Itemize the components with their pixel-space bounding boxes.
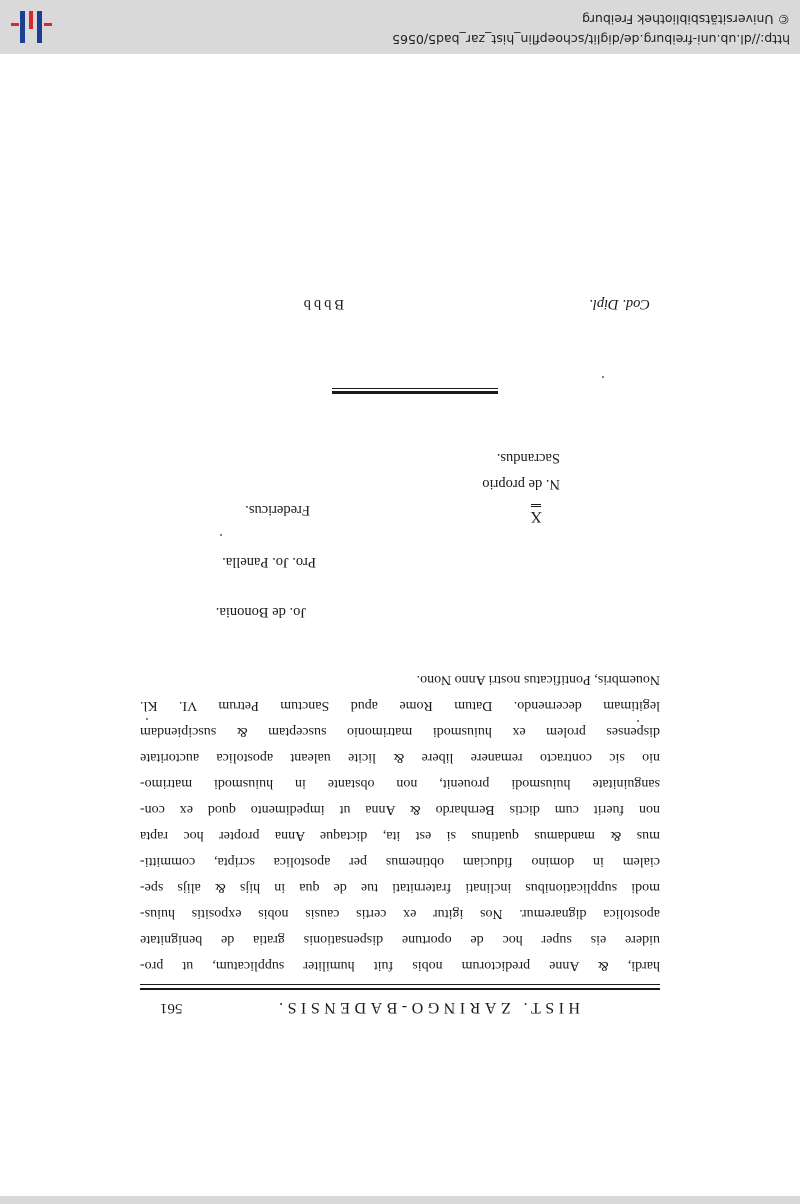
scan-speck: [602, 376, 604, 378]
section-rule: [332, 388, 498, 394]
scan-speck: [220, 534, 222, 536]
body-line: mus & mandamus quatinus si est ita, dictaque Anna propter hoc rapta: [140, 828, 660, 843]
source-url-link[interactable]: http://dl.ub.uni-freiburg.de/diglit/schoepflin_hist_zar_bad5/0565: [392, 32, 790, 47]
running-head: [160, 992, 660, 1016]
catch-source: Cod. Dipl.: [589, 296, 650, 312]
signature-bononia: Jo. de Bononia.: [215, 604, 306, 620]
body-line: uidere eis super hoc de oportune dispensationis gratia de benignitate: [140, 932, 660, 947]
body-text: [140, 666, 660, 978]
scan-speck: [146, 718, 148, 720]
running-head-title: HIST. ZARINGO-BADENSIS.: [274, 999, 580, 1016]
body-line: nio sic contracto remanere libere & licite ualeant apostolica auctoritate: [140, 750, 660, 765]
viewer-footer: [0, 0, 800, 54]
signature-mark: Bbbb: [300, 296, 344, 312]
signature-de-proprio: N. de proprio: [482, 476, 560, 492]
signature-sacrandus: Sacrandus.: [496, 450, 560, 466]
scan-speck: [637, 720, 639, 722]
signature-panella: Pro. Jo. Panella.: [222, 554, 316, 570]
header-rule: [140, 984, 660, 990]
cross-underline: [531, 506, 541, 507]
body-line: hardi, & Anne predictorum nobis fuit humiliter supplicatum, ut pro-: [140, 958, 660, 973]
viewer-edge-strip: [0, 1196, 800, 1204]
body-line: legitimam decernendo. Datum Rome apud Sanctum Petrum VI. Kl.: [140, 698, 660, 713]
body-line: Nouembris, Pontificatus nostri Anno Nono.: [416, 672, 660, 687]
page-number: 561: [160, 1000, 183, 1016]
body-line: dispenses prolem ex huiusmodi matrimonio susceptam & suscipiendam: [140, 724, 660, 739]
catchline: [130, 288, 650, 312]
copyright-notice: © Universitätsbibliothek Freiburg: [582, 12, 790, 27]
body-line: apostolica dignaremur. Nos igitur ex certis causis nobis expositis huius-: [140, 906, 660, 921]
cross-glyph: X: [530, 508, 542, 525]
body-line: cialem in domino fiduciam obtinemus per apostolica scripta, committi-: [140, 854, 660, 869]
body-line: modi supplicationibus inclinati fraternitati tue de qua in hijs & alijs spe-: [140, 880, 660, 895]
cross-underline: [531, 504, 541, 505]
body-line: sanguinitate huiusmodi prouenit, non obstante in huiusmodi matrimo-: [140, 776, 660, 791]
body-line: non fuerit cum dictis Bernhardo & Anna ut impedimento quod ex con-: [140, 802, 660, 817]
footer-text: [30, 9, 790, 49]
signature-fredericus: Fredericus.: [245, 502, 310, 518]
ub-freiburg-logo-icon: [10, 7, 52, 47]
signature-cross-mark: [530, 504, 542, 524]
